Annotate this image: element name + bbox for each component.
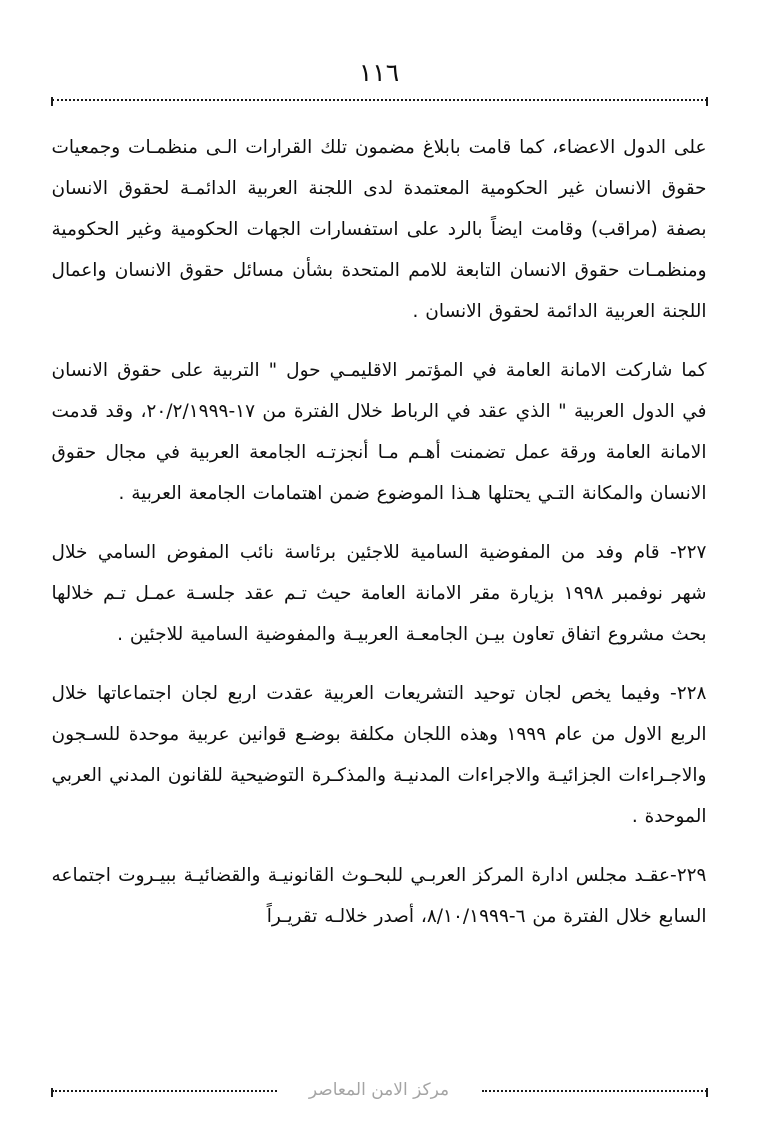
paragraph-228: ٢٢٨- وفيما يخص لجان توحيد التشريعات العربية عقدت اربع لجان اجتماعاتها خلال الربع الاول من عام ١٩٩٩ وهذه اللجان مكلفة بوضـع قوانين عربية موحدة للسـجون والاجـراءات الجزائيـة والاجراءات المدنيـة والمذكـرة التوضيحية للقانون المدني العربي الموحدة . — [51, 683, 707, 827]
paragraph-conference: كما شاركت الامانة العامة في المؤتمر الاقليمـي حول " التربية على حقوق الانسان في الدول العربية " الذي عقد في الرباط خلال الفترة من ١٧-٢٠/٢/١٩٩٩، وقد قدمت الامانة العامة ورقة عمل تضمنت أهـم مـا أنجزتـه الجامعة العربية في مجال حقوق الانسان والمكانة التـي يحتلها هـذا الموضوع ضمن اهتمامات الجامعة العربية . — [51, 360, 707, 504]
page-number: ١١٦ — [358, 58, 400, 87]
document-page — [0, 58, 758, 1136]
footer-watermark: مركز الامن المعاصر — [308, 1080, 450, 1100]
paragraph-continuation: على الدول الاعضاء، كما قامت بابلاغ مضمون تلك القرارات الـى منظمـات وجمعيات حقوق الانسان غير الحكومية المعتمدة لدى اللجنة العربية الدائمـة لحقوق الانسان بصفة (مراقب) وقامت ايضاً بالرد على استفسارات الجهات الحكومية وغير الحكومية ومنظمـات حقوق الانسان التابعة للامم المتحدة بشأن مسائل حقوق الانسان واعمال اللجنة العربية الدائمة لحقوق الانسان . — [51, 137, 707, 322]
paragraph-227: ٢٢٧- قام وفد من المفوضية السامية للاجئين برئاسة نائب المفوض السامي خلال شهر نوفمبر ١٩٩٨ بزيارة مقر الامانة العامة حيث تـم عقد جلسـة عمـل تـم خلالها بحث مشروع اتفاق تعاون بيـن الجامعـة العربيـة والمفوضية السامية للاجئين . — [51, 542, 707, 645]
header-divider — [52, 99, 707, 101]
document-body — [52, 127, 707, 937]
page-footer — [0, 1080, 758, 1106]
paragraph-229: ٢٢٩-عقـد مجلس ادارة المركز العربـي للبحـوث القانونيـة والقضائيـة ببيـروت اجتماعه السابع خلال الفترة من ٦-٨/١٠/١٩٩٩، أصدر خلالـه تقريـراً — [51, 865, 707, 927]
